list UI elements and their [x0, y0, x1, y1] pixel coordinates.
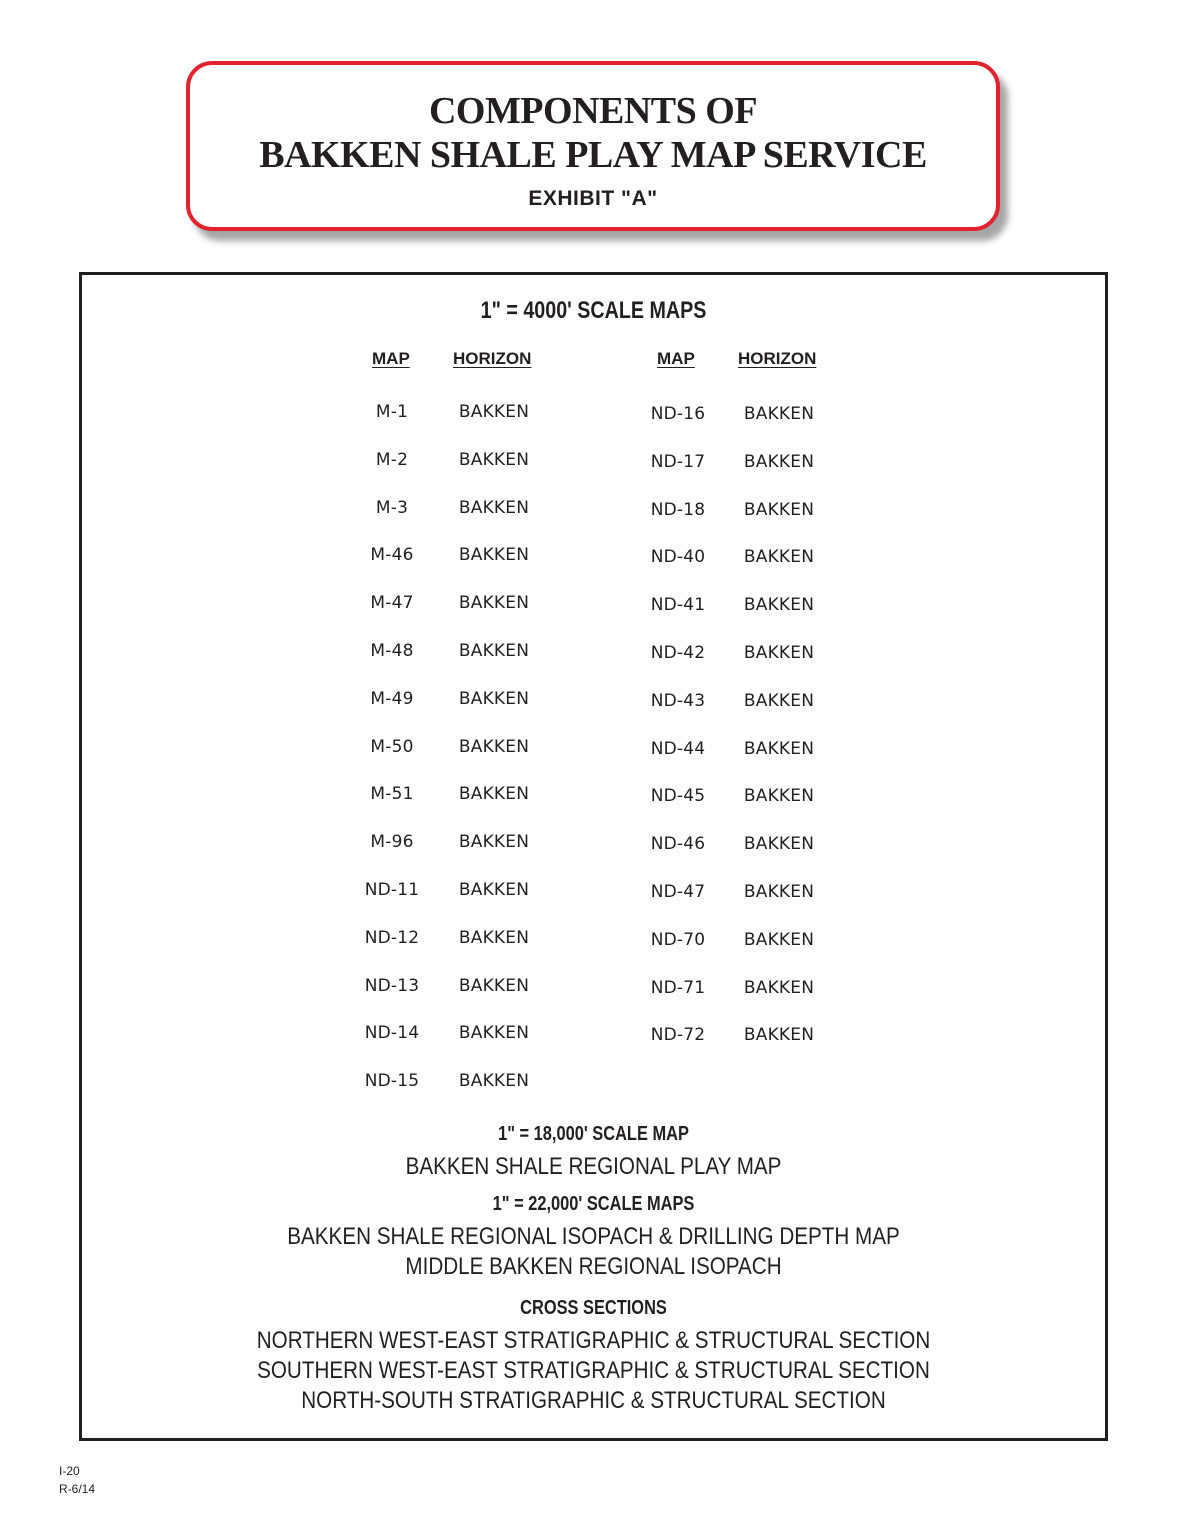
horizon-cell: BAKKEN: [743, 786, 815, 806]
map-id-cell: ND-13: [364, 976, 420, 996]
map-id-cell: M-1: [375, 402, 409, 422]
scale-22000-item: BAKKEN SHALE REGIONAL ISOPACH & DRILLING DEPTH MAP: [287, 1223, 900, 1250]
exhibit-label: EXHIBIT "A": [528, 187, 658, 210]
map-id-cell: ND-15: [364, 1071, 420, 1091]
map-id-cell: ND-12: [364, 928, 420, 948]
horizon-cell: BAKKEN: [458, 976, 530, 996]
horizon-cell: BAKKEN: [458, 689, 530, 709]
col-header-horizon-left: HORIZON: [453, 349, 532, 368]
title-line-1: COMPONENTS OF: [428, 90, 758, 132]
col-header-horizon-right: HORIZON: [738, 349, 817, 368]
col-header-map-right: MAP: [657, 349, 695, 368]
cross-sections-heading: CROSS SECTIONS: [520, 1297, 667, 1319]
col-header-map-left: MAP: [372, 349, 410, 368]
cross-section-item: NORTHERN WEST-EAST STRATIGRAPHIC & STRUCTURAL SECTION: [256, 1327, 931, 1354]
horizon-cell: BAKKEN: [458, 450, 530, 470]
map-id-cell: ND-71: [650, 978, 706, 998]
map-id-cell: M-3: [375, 498, 409, 518]
scale-22000-item: MIDDLE BAKKEN REGIONAL ISOPACH: [405, 1253, 782, 1280]
scale-18000-item: BAKKEN SHALE REGIONAL PLAY MAP: [405, 1153, 782, 1180]
cross-section-item: NORTH-SOUTH STRATIGRAPHIC & STRUCTURAL SECTION: [301, 1387, 886, 1414]
horizon-cell: BAKKEN: [458, 832, 530, 852]
horizon-cell: BAKKEN: [743, 1025, 815, 1045]
map-id-cell: ND-14: [364, 1023, 420, 1043]
horizon-cell: BAKKEN: [743, 595, 815, 615]
map-id-cell: M-46: [370, 545, 414, 565]
map-id-cell: ND-72: [650, 1025, 706, 1045]
horizon-cell: BAKKEN: [743, 978, 815, 998]
horizon-cell: BAKKEN: [458, 545, 530, 565]
map-id-cell: ND-18: [650, 500, 706, 520]
horizon-cell: BAKKEN: [743, 834, 815, 854]
cross-section-item: SOUTHERN WEST-EAST STRATIGRAPHIC & STRUCTURAL SECTION: [257, 1357, 930, 1384]
horizon-cell: BAKKEN: [458, 593, 530, 613]
horizon-cell: BAKKEN: [743, 882, 815, 902]
components-panel: [79, 272, 1108, 1441]
map-id-cell: ND-42: [650, 643, 706, 663]
map-id-cell: M-47: [370, 593, 414, 613]
map-id-cell: ND-40: [650, 547, 706, 567]
map-id-cell: ND-41: [650, 595, 706, 615]
map-id-cell: ND-43: [650, 691, 706, 711]
map-id-cell: ND-11: [364, 880, 420, 900]
map-id-cell: ND-45: [650, 786, 706, 806]
horizon-cell: BAKKEN: [458, 928, 530, 948]
revision-code: R-6/14: [59, 1482, 96, 1496]
map-id-cell: ND-46: [650, 834, 706, 854]
map-id-cell: M-2: [375, 450, 409, 470]
horizon-cell: BAKKEN: [743, 643, 815, 663]
map-id-cell: M-96: [370, 832, 414, 852]
map-id-cell: M-48: [370, 641, 414, 661]
scale-18000-heading: 1" = 18,000' SCALE MAP: [498, 1123, 689, 1145]
scale-4000-heading: 1" = 4000' SCALE MAPS: [480, 297, 707, 324]
horizon-cell: BAKKEN: [458, 1023, 530, 1043]
horizon-cell: BAKKEN: [743, 404, 815, 424]
title-line-2: BAKKEN SHALE PLAY MAP SERVICE: [259, 134, 927, 176]
horizon-cell: BAKKEN: [743, 547, 815, 567]
map-id-cell: M-49: [370, 689, 414, 709]
map-id-cell: M-51: [370, 784, 414, 804]
horizon-cell: BAKKEN: [458, 641, 530, 661]
horizon-cell: BAKKEN: [743, 930, 815, 950]
horizon-cell: BAKKEN: [458, 498, 530, 518]
map-id-cell: ND-17: [650, 452, 706, 472]
horizon-cell: BAKKEN: [458, 784, 530, 804]
scale-22000-heading: 1" = 22,000' SCALE MAPS: [492, 1193, 695, 1215]
horizon-cell: BAKKEN: [743, 452, 815, 472]
map-id-cell: ND-16: [650, 404, 706, 424]
horizon-cell: BAKKEN: [458, 737, 530, 757]
horizon-cell: BAKKEN: [458, 880, 530, 900]
map-id-cell: ND-47: [650, 882, 706, 902]
map-id-cell: M-50: [370, 737, 414, 757]
map-id-cell: ND-44: [650, 739, 706, 759]
horizon-cell: BAKKEN: [743, 691, 815, 711]
map-id-cell: ND-70: [650, 930, 706, 950]
horizon-cell: BAKKEN: [458, 1071, 530, 1091]
page-code: I-20: [59, 1464, 80, 1478]
horizon-cell: BAKKEN: [458, 402, 530, 422]
horizon-cell: BAKKEN: [743, 739, 815, 759]
horizon-cell: BAKKEN: [743, 500, 815, 520]
title-banner: [186, 61, 1000, 231]
